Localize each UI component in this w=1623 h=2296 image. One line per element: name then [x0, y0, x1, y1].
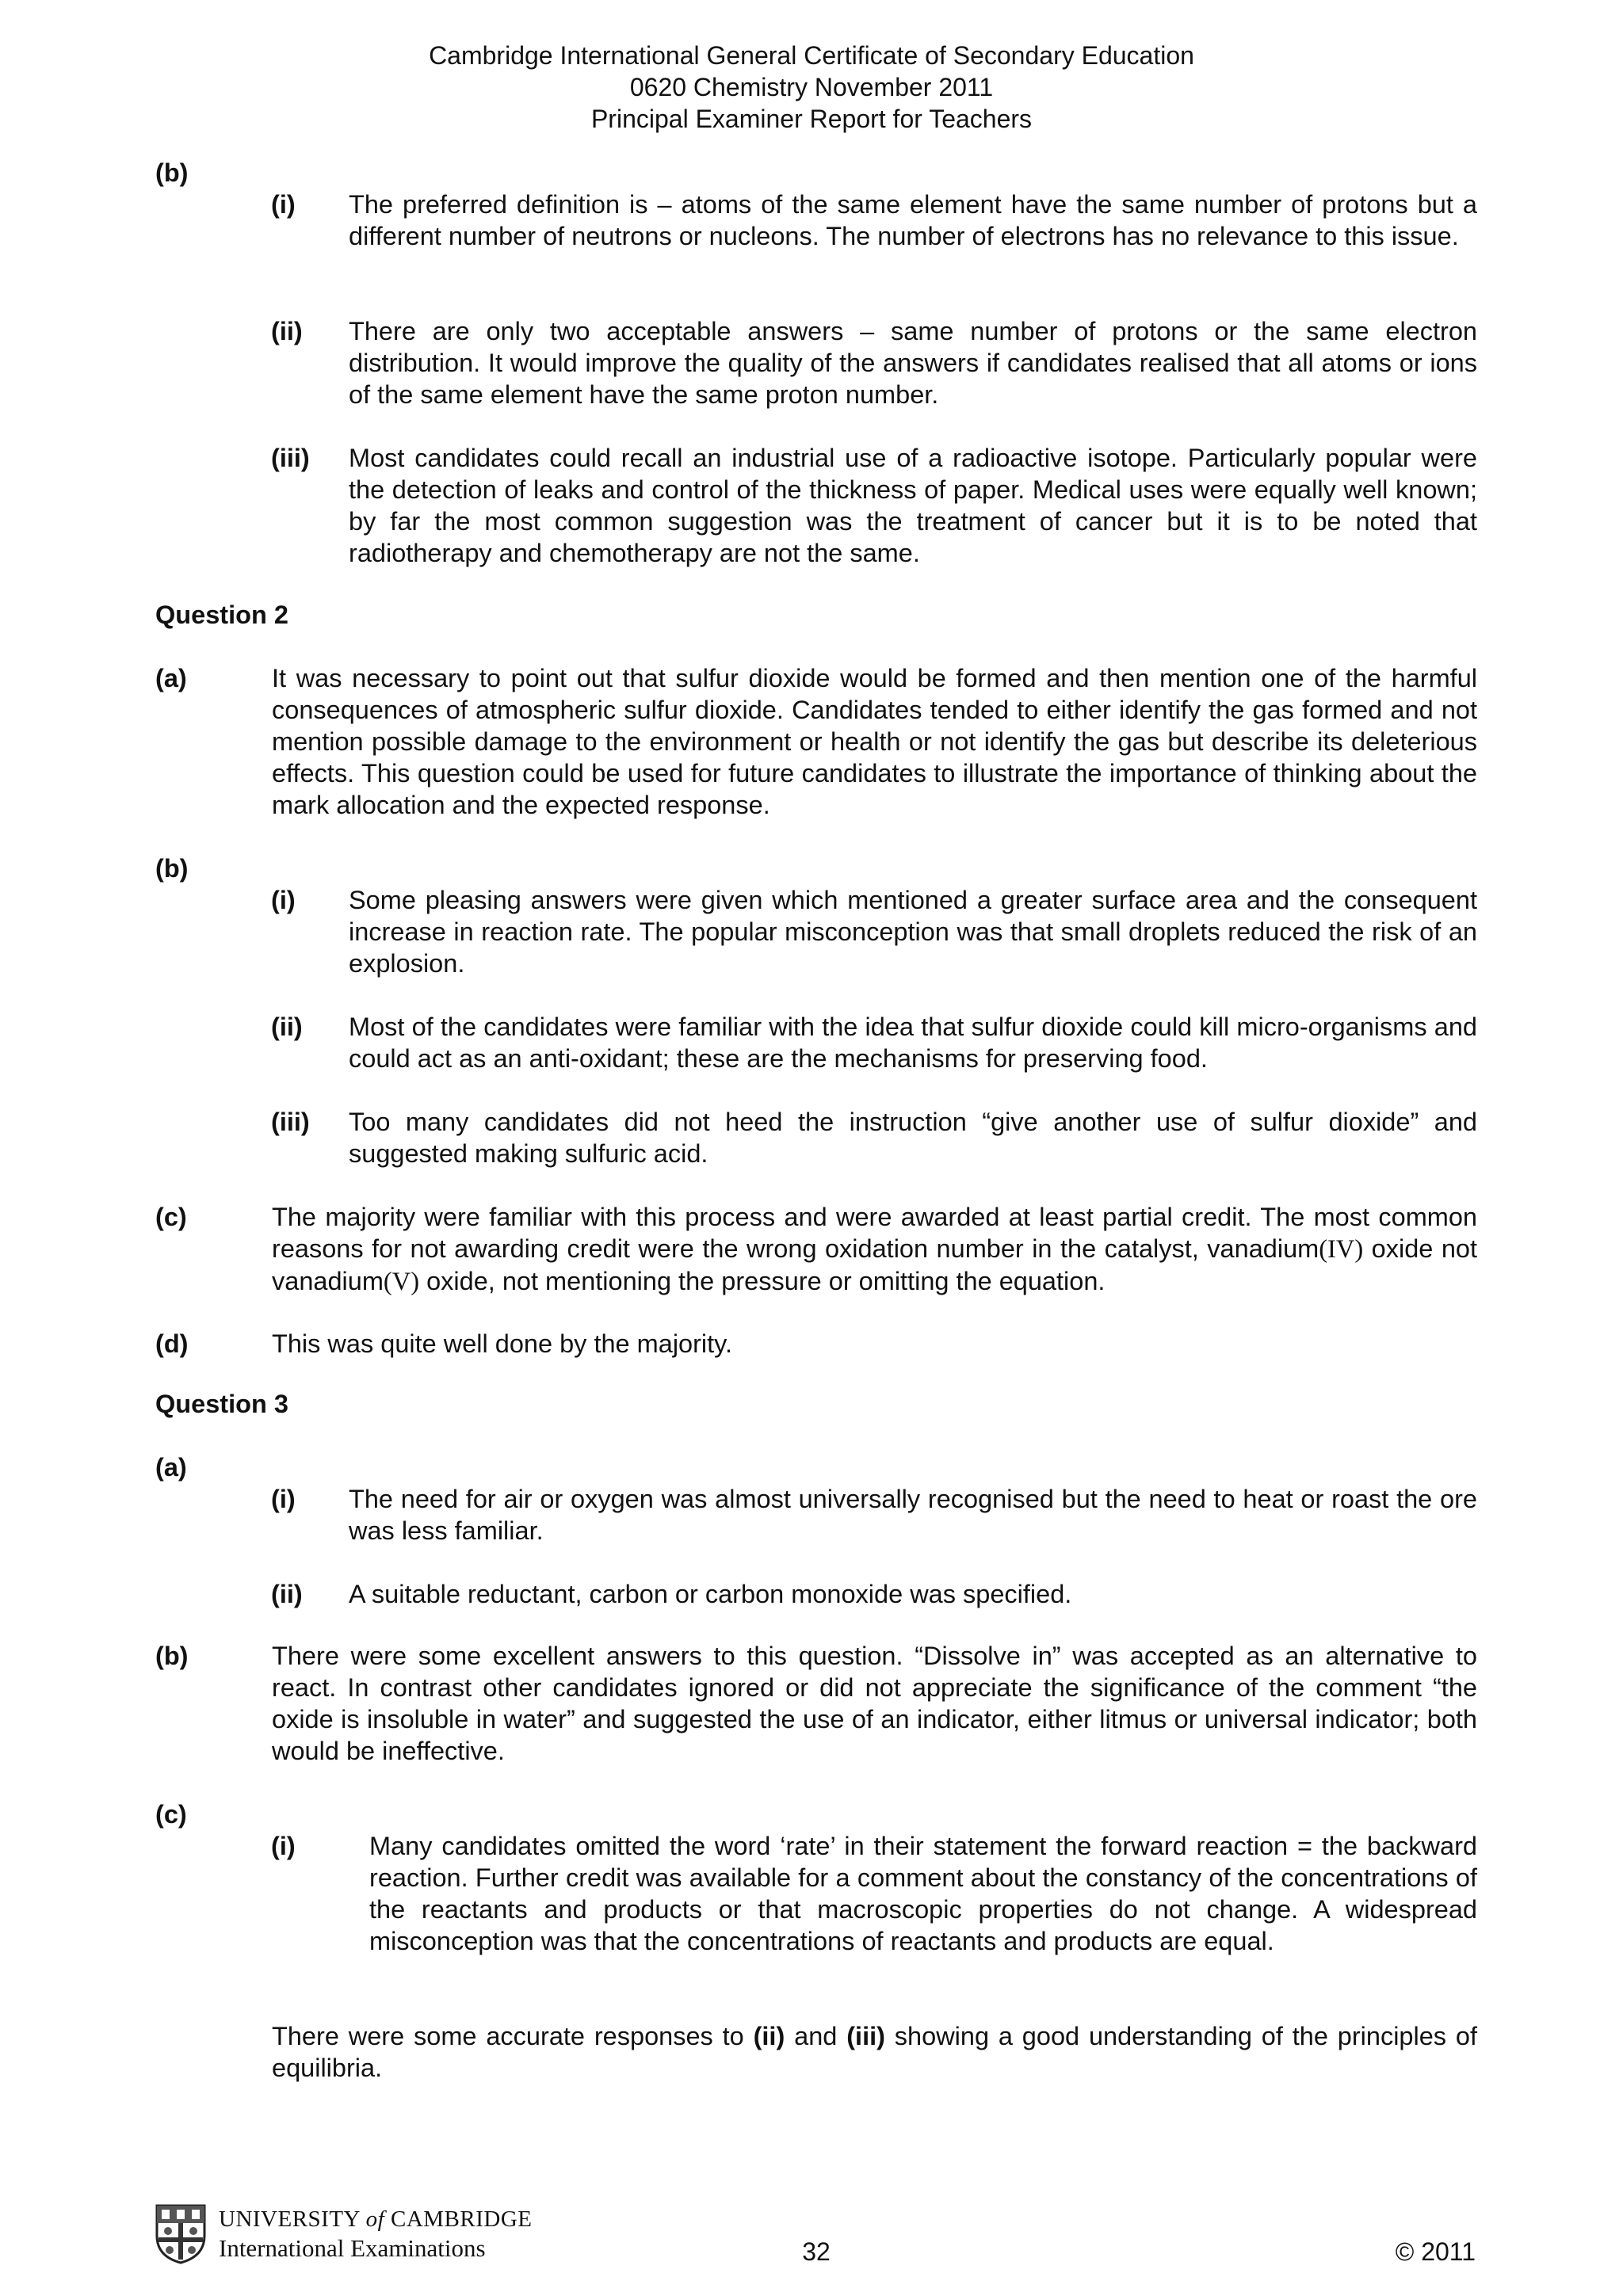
q3-c-i-label: (i)	[271, 1832, 296, 1860]
q2-b-i-text: Some pleasing answers were given which mentioned a greater surface area and the consequent increase in reaction rate. The popular misconception was that small droplets reduced the risk of an explosion.	[349, 886, 1477, 978]
q2-b-iii-label: (iii)	[271, 1108, 310, 1136]
q3-a-i-text: The need for air or oxygen was almost universally recognised but the need to heat or roast the ore was less familiar.	[349, 1485, 1477, 1545]
q3-a-ii-label: (ii)	[271, 1580, 303, 1608]
header-line-3: Principal Examiner Report for Teachers	[590, 105, 1033, 133]
q3-a-label: (a)	[155, 1453, 187, 1482]
q3-a-ii-text: A suitable reductant, carbon or carbon monoxide was specified.	[349, 1580, 1072, 1608]
q2-c-label: (c)	[155, 1203, 187, 1231]
q2-b-ii-label: (ii)	[271, 1013, 303, 1041]
international-examinations: International Examinations	[219, 2234, 486, 2262]
header-line-2: 0620 Chemistry November 2011	[629, 73, 994, 101]
page-number: 32	[802, 2237, 831, 2266]
q2-c-text-part-1: The majority were familiar with this process and were awarded at least partial credit. The most common reasons for not awarding credit were the wrong oxidation number in the catalyst, vanadium	[272, 1203, 1477, 1263]
q2-d-label: (d)	[155, 1329, 189, 1358]
q3-c-note-ii: (ii)	[753, 2022, 785, 2050]
q3-c-i-text: Many candidates omitted the word ‘rate’ in their statement the forward reaction = the backward reaction. Further credit was available for a comment about the constancy of the concentrations of the reactants and products or that macroscopic properties do not change. A widespread misconception was that the concentrations of reactants and products are equal.	[369, 1832, 1477, 1955]
q2-b-ii-text: Most of the candidates were familiar with the idea that sulfur dioxide could kill micro-organisms and could act as an anti-oxidant; these are the mechanisms for preserving food.	[349, 1013, 1477, 1073]
page-header	[0, 40, 1623, 135]
q1-b-i-label: (i)	[271, 190, 296, 219]
university-name	[219, 2206, 533, 2233]
question-2-heading: Question 2	[155, 601, 288, 629]
q2-c-text-part-3: oxide, not mentioning the pressure or omitting the equation.	[419, 1267, 1106, 1295]
q3-c-note-part-1: There were some accurate responses to	[272, 2022, 754, 2050]
university-logo	[155, 2204, 567, 2267]
q3-c-note-iii: (iii)	[846, 2022, 885, 2050]
q1-b-iii-label: (iii)	[271, 444, 310, 472]
copyright: © 2011	[1395, 2237, 1476, 2266]
q2-b-label: (b)	[155, 854, 189, 883]
q3-c-note-part-3: showing a good understanding of the principles of equilibria.	[272, 2022, 1477, 2082]
q1-b-label: (b)	[155, 158, 189, 187]
cambridge-crest-icon	[155, 2204, 206, 2264]
q2-c-text	[272, 1201, 1477, 1298]
question-3-heading: Question 3	[155, 1390, 288, 1418]
q3-c-label: (c)	[155, 1800, 187, 1829]
q2-b-i-label: (i)	[271, 886, 296, 914]
q3-b-text: There were some excellent answers to this question. “Dissolve in” was accepted as an alternative to react. In contrast other candidates ignored or did not appreciate the significance of the comment “the oxide is insoluble in water” and suggested the use of an indicator, either litmus or universal indicator; both would be ineffective.	[272, 1642, 1477, 1765]
q2-c-text-part-2: oxide not vanadium	[272, 1234, 1478, 1295]
university-word: UNIVERSITY	[219, 2206, 360, 2232]
q2-d-text: This was quite well done by the majority.	[272, 1329, 733, 1358]
q2-b-iii-text: Too many candidates did not heed the instruction “give another use of sulfur dioxide” and suggested making sulfuric acid.	[349, 1108, 1477, 1168]
q3-a-i-label: (i)	[271, 1485, 296, 1513]
q3-c-note	[272, 2020, 1477, 2084]
q1-b-ii-label: (ii)	[271, 317, 303, 345]
header-line-1: Cambridge International General Certificate of Secondary Education	[429, 41, 1194, 70]
q1-b-i-text: The preferred definition is – atoms of the same element have the same number of protons but a different number of neutrons or nucleons. The number of electrons has no relevance to this issue.	[349, 190, 1477, 250]
q2-a-text: It was necessary to point out that sulfur dioxide would be formed and then mention one of the harmful consequences of atmospheric sulfur dioxide. Candidates tended to either identify the gas formed and not mention possible damage to the environment or health or not identify the gas but describe its deleterious effects. This question could be used for future candidates to illustrate the importance of thinking about the mark allocation and the expected response.	[272, 664, 1477, 819]
cambridge-word: CAMBRIDGE	[390, 2206, 533, 2232]
q2-c-oxidation-v: (V)	[383, 1268, 420, 1296]
q3-b-label: (b)	[155, 1642, 189, 1670]
q2-c-oxidation-iv: (IV)	[1319, 1235, 1364, 1264]
q2-a-label: (a)	[155, 664, 187, 692]
q1-b-iii-text: Most candidates could recall an industrial use of a radioactive isotope. Particularly popular were the detection of leaks and control of the thickness of paper. Medical uses were equally well known; by far the most common suggestion was the treatment of cancer but it is to be noted that radiotherapy and chemotherapy are not the same.	[349, 444, 1477, 567]
q3-c-note-part-2: and	[785, 2022, 847, 2050]
q1-b-ii-text: There are only two acceptable answers – same number of protons or the same electron distribution. It would improve the quality of the answers if candidates realised that all atoms or ions of the same element have the same proton number.	[349, 317, 1477, 409]
of-word: of	[365, 2206, 385, 2232]
